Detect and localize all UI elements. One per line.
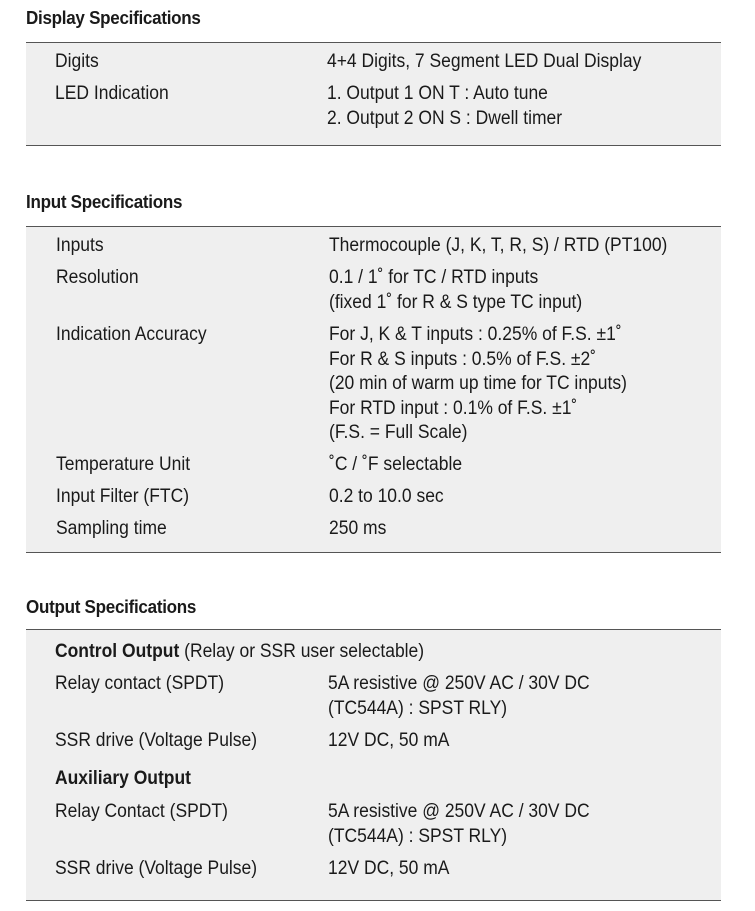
output-specifications-title: Output Specifications — [26, 596, 197, 617]
spec-value: 12V DC, 50 mA — [328, 858, 450, 879]
input-specifications-title: Input Specifications — [26, 191, 183, 212]
spec-value: 250 ms — [329, 518, 387, 539]
spec-label: Relay Contact (SPDT) — [55, 801, 228, 822]
spec-label: SSR drive (Voltage Pulse) — [55, 730, 258, 751]
spec-value: ˚C / ˚F selectable — [329, 454, 463, 475]
spec-label: Sampling time — [56, 518, 167, 539]
spec-label: Temperature Unit — [56, 454, 191, 475]
spec-label: LED Indication — [55, 83, 169, 104]
spec-label: Indication Accuracy — [56, 324, 207, 345]
spec-label: Resolution — [56, 267, 139, 288]
input-specifications-table — [26, 226, 721, 553]
spec-value: For J, K & T inputs : 0.25% of F.S. ±1˚ For R & S inputs : 0.5% of F.S. ±2˚ (20 min of warm up time for TC inputs) For RTD input : 0.1% of F.S. ±1˚ (F.S. = Full Scale) — [329, 324, 627, 443]
spec-value: 0.2 to 10.0 sec — [329, 486, 444, 507]
spec-value: 4+4 Digits, 7 Segment LED Dual Display — [327, 51, 642, 72]
spec-label: SSR drive (Voltage Pulse) — [55, 858, 258, 879]
output-specifications-table — [26, 629, 721, 901]
display-specifications-table — [26, 42, 721, 146]
spec-label: Inputs — [56, 235, 104, 256]
display-specifications-title: Display Specifications — [26, 7, 201, 28]
spec-value: 5A resistive @ 250V AC / 30V DC (TC544A) : SPST RLY) — [328, 801, 590, 847]
spec-label: Input Filter (FTC) — [56, 486, 190, 507]
spec-label: Digits — [55, 51, 99, 72]
spec-value: 0.1 / 1˚ for TC / RTD inputs (fixed 1˚ for R & S type TC input) — [329, 267, 583, 313]
control-output-heading: Control Output (Relay or SSR user selectable) — [55, 641, 425, 662]
auxiliary-output-heading: Auxiliary Output — [55, 768, 191, 789]
spec-value: 1. Output 1 ON T : Auto tune 2. Output 2 ON S : Dwell timer — [327, 83, 563, 129]
spec-value: 12V DC, 50 mA — [328, 730, 450, 751]
spec-value: 5A resistive @ 250V AC / 30V DC (TC544A) : SPST RLY) — [328, 673, 590, 719]
spec-label: Relay contact (SPDT) — [55, 673, 225, 694]
spec-value: Thermocouple (J, K, T, R, S) / RTD (PT100) — [329, 235, 668, 256]
